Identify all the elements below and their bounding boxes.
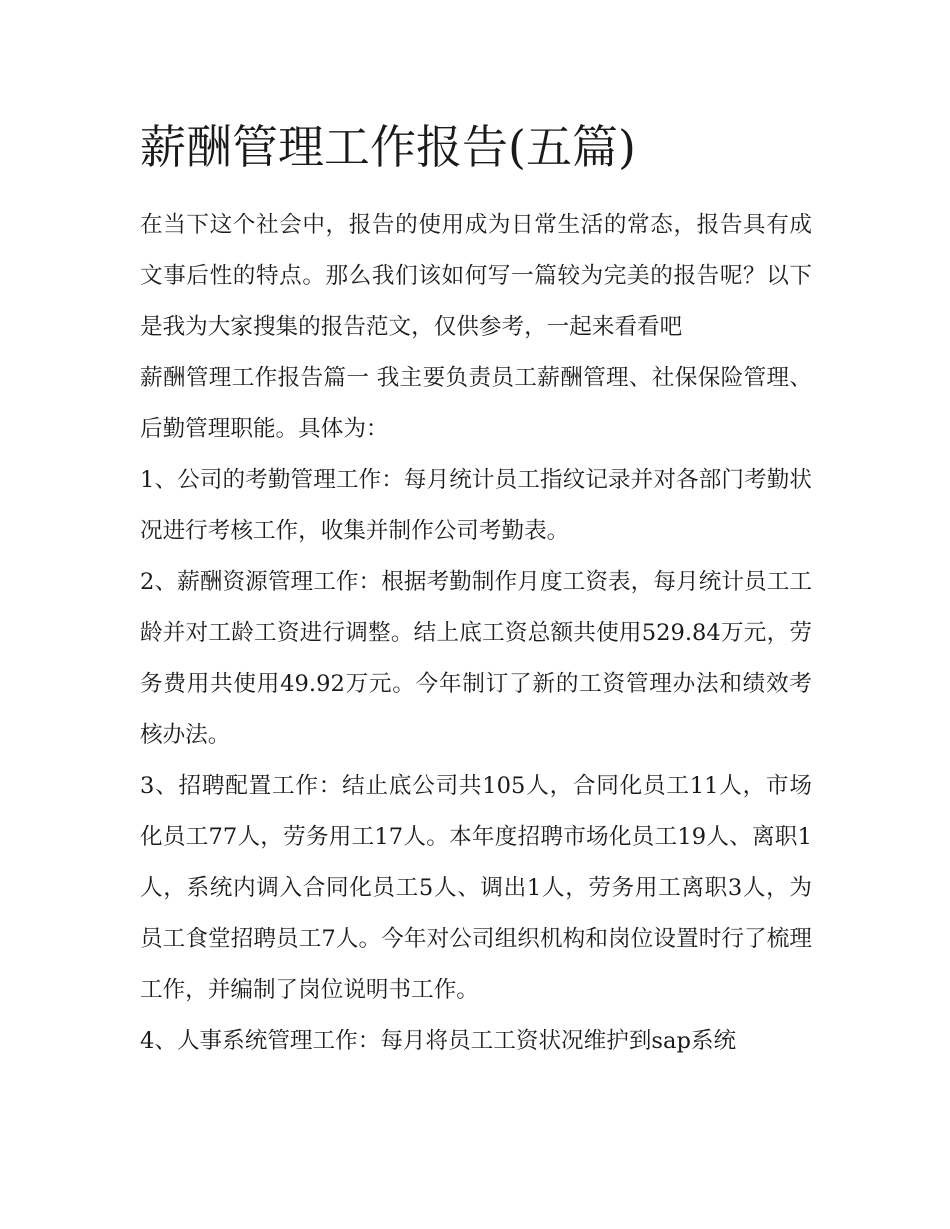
- section-one-paragraph: 薪酬管理工作报告篇一 我主要负责员工薪酬管理、社保保险管理、后勤管理职能。具体为：: [140, 365, 812, 442]
- item-4-paragraph: 4、人事系统管理工作：每月将员工工资状况维护到sap系统: [140, 1028, 737, 1054]
- item-1-paragraph: 1、公司的考勤管理工作：每月统计员工指纹记录并对各部门考勤状况进行考核工作，收集并制作公司考勤表。: [140, 467, 812, 544]
- document-page: [140, 112, 812, 1067]
- item-3-paragraph: 3、招聘配置工作：结止底公司共105人，合同化员工11人，市场化员工77人，劳务用工17人。本年度招聘市场化员工19人、离职1人，系统内调入合同化员工5人、调出1人，劳务用工离职3人，为员工食堂招聘员工7人。今年对公司组织机构和岗位设置时行了梳理工作，并编制了岗位说明书工作。: [140, 773, 812, 1003]
- intro-paragraph: 在当下这个社会中，报告的使用成为日常生活的常态，报告具有成文事后性的特点。那么我们该如何写一篇较为完美的报告呢？以下是我为大家搜集的报告范文，仅供参考，一起来看看吧: [140, 212, 812, 340]
- document-title: 薪酬管理工作报告(五篇): [140, 120, 636, 174]
- item-2-paragraph: 2、薪酬资源管理工作：根据考勤制作月度工资表，每月统计员工工龄并对工龄工资进行调整。结上底工资总额共使用529.84万元，劳务费用共使用49.92万元。今年制订了新的工资管理办法和绩效考核办法。: [140, 569, 812, 748]
